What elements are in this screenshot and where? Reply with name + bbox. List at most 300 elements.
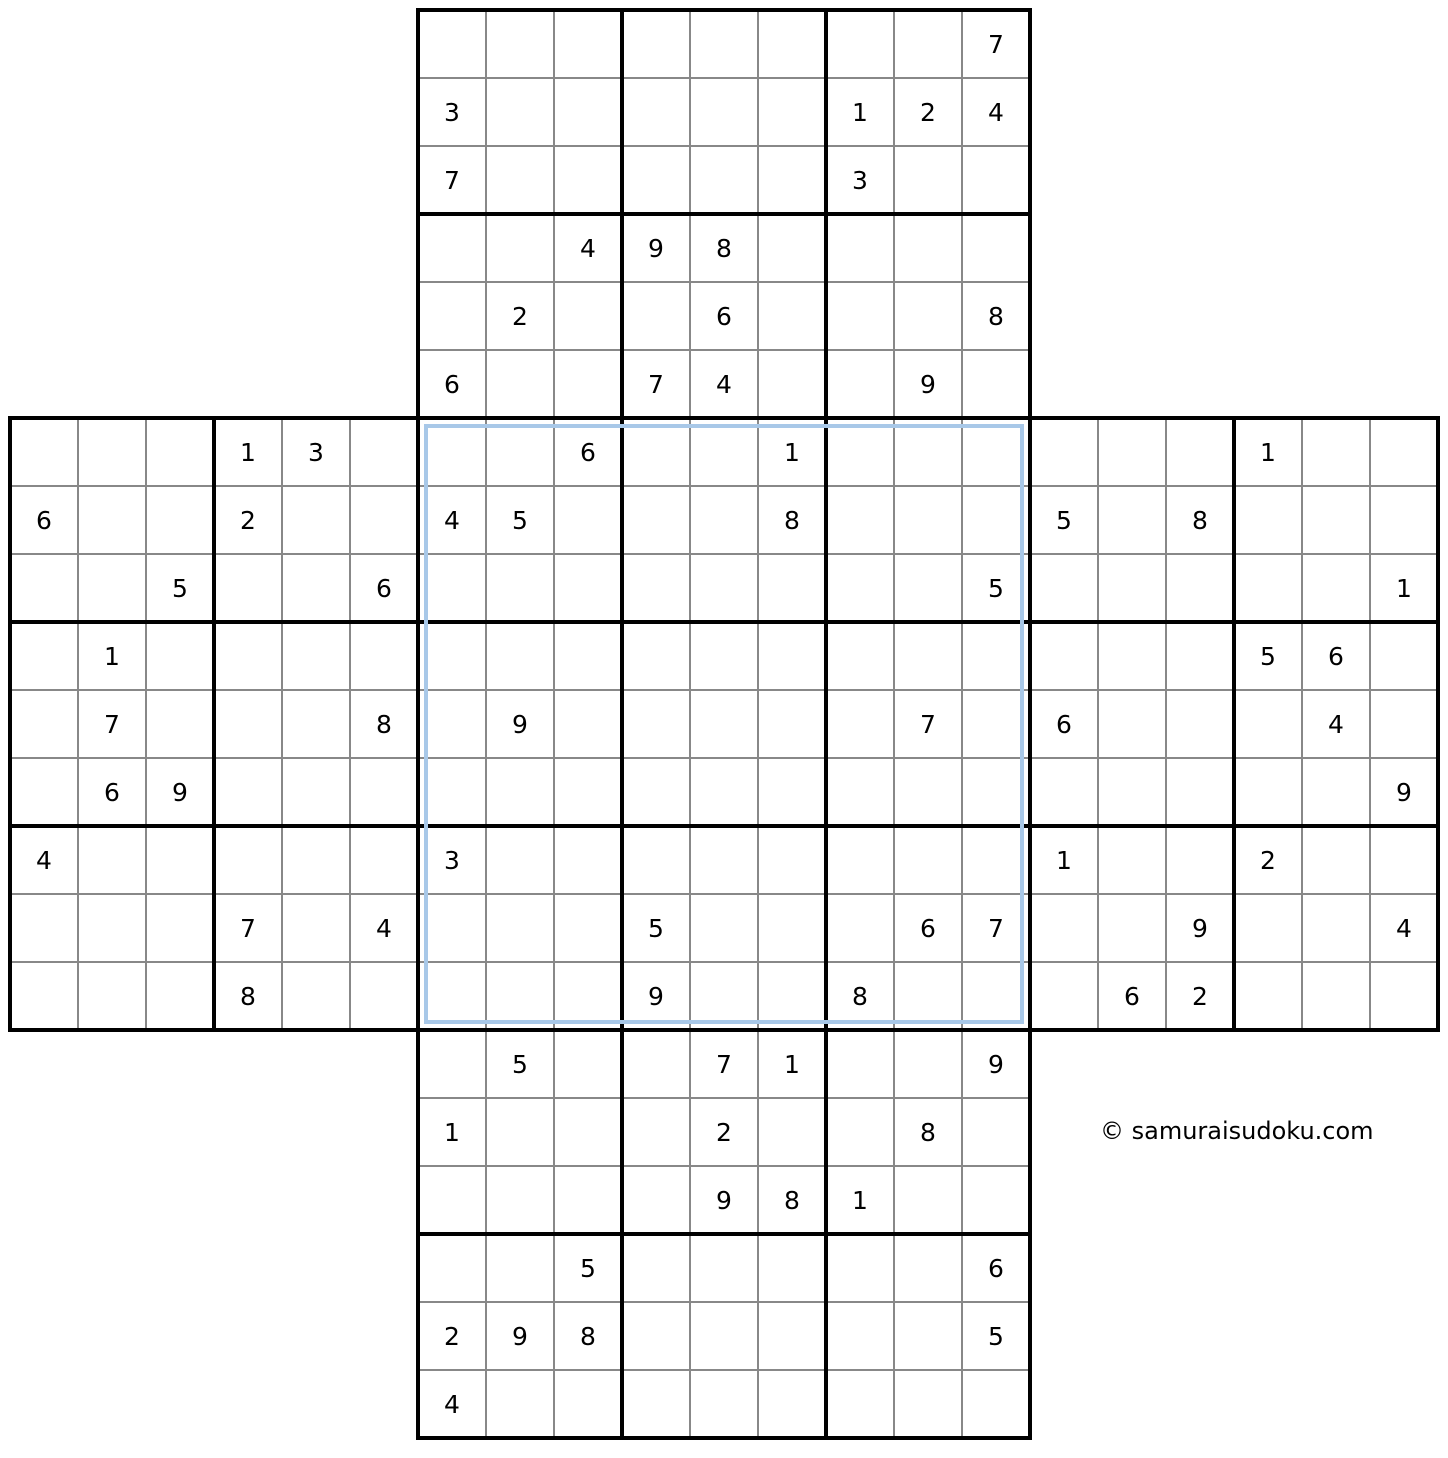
sudoku-cell[interactable] xyxy=(693,353,755,415)
cell-hit-area[interactable] xyxy=(625,489,687,551)
sudoku-cell[interactable] xyxy=(285,897,347,959)
sudoku-cell[interactable] xyxy=(625,1033,687,1095)
sudoku-cell[interactable] xyxy=(897,285,959,347)
sudoku-cell[interactable] xyxy=(557,693,619,755)
sudoku-cell[interactable] xyxy=(761,1101,823,1163)
cell-hit-area[interactable] xyxy=(1169,829,1231,891)
cell-hit-area[interactable] xyxy=(965,353,1027,415)
cell-hit-area[interactable] xyxy=(1373,829,1435,891)
sudoku-cell[interactable] xyxy=(557,897,619,959)
cell-hit-area[interactable] xyxy=(557,897,619,959)
sudoku-cell[interactable] xyxy=(285,489,347,551)
cell-hit-area[interactable] xyxy=(1169,557,1231,619)
sudoku-cell[interactable] xyxy=(557,625,619,687)
cell-hit-area[interactable] xyxy=(693,897,755,959)
cell-hit-area[interactable] xyxy=(625,829,687,891)
cell-hit-area[interactable] xyxy=(829,829,891,891)
cell-hit-area[interactable] xyxy=(421,625,483,687)
sudoku-cell[interactable] xyxy=(1169,897,1231,959)
sudoku-cell[interactable] xyxy=(1373,897,1435,959)
sudoku-cell[interactable] xyxy=(625,1373,687,1435)
cell-hit-area[interactable] xyxy=(761,761,823,823)
cell-hit-area[interactable] xyxy=(285,965,347,1027)
sudoku-cell[interactable] xyxy=(1373,761,1435,823)
sudoku-cell[interactable] xyxy=(829,285,891,347)
cell-hit-area[interactable] xyxy=(285,489,347,551)
sudoku-cell[interactable] xyxy=(421,81,483,143)
sudoku-cell[interactable] xyxy=(897,625,959,687)
cell-hit-area[interactable] xyxy=(1101,693,1163,755)
cell-hit-area[interactable] xyxy=(897,965,959,1027)
sudoku-cell[interactable] xyxy=(421,1169,483,1231)
sudoku-cell[interactable] xyxy=(625,285,687,347)
sudoku-cell[interactable] xyxy=(1033,897,1095,959)
sudoku-cell[interactable] xyxy=(1169,489,1231,551)
sudoku-cell[interactable] xyxy=(965,1305,1027,1367)
cell-hit-area[interactable] xyxy=(761,1373,823,1435)
sudoku-cell[interactable] xyxy=(557,149,619,211)
cell-hit-area[interactable] xyxy=(1101,557,1163,619)
sudoku-cell[interactable] xyxy=(897,353,959,415)
sudoku-cell[interactable] xyxy=(353,897,415,959)
sudoku-cell[interactable] xyxy=(965,421,1027,483)
cell-hit-area[interactable] xyxy=(489,897,551,959)
sudoku-cell[interactable] xyxy=(1033,625,1095,687)
cell-hit-area[interactable] xyxy=(625,761,687,823)
sudoku-cell[interactable] xyxy=(761,693,823,755)
cell-hit-area[interactable] xyxy=(1033,897,1095,959)
sudoku-cell[interactable] xyxy=(965,557,1027,619)
cell-hit-area[interactable] xyxy=(829,421,891,483)
sudoku-cell[interactable] xyxy=(217,829,279,891)
sudoku-cell[interactable] xyxy=(81,557,143,619)
sudoku-cell[interactable] xyxy=(693,1373,755,1435)
cell-hit-area[interactable] xyxy=(965,217,1027,279)
cell-hit-area[interactable] xyxy=(1305,897,1367,959)
sudoku-cell[interactable] xyxy=(285,557,347,619)
sudoku-cell[interactable] xyxy=(557,829,619,891)
sudoku-cell[interactable] xyxy=(149,625,211,687)
cell-hit-area[interactable] xyxy=(557,1373,619,1435)
sudoku-cell[interactable] xyxy=(1033,829,1095,891)
cell-hit-area[interactable] xyxy=(1237,693,1299,755)
sudoku-cell[interactable] xyxy=(1101,489,1163,551)
cell-hit-area[interactable] xyxy=(897,761,959,823)
sudoku-cell[interactable] xyxy=(761,81,823,143)
sudoku-cell[interactable] xyxy=(1237,693,1299,755)
sudoku-cell[interactable] xyxy=(761,13,823,75)
cell-hit-area[interactable] xyxy=(965,1169,1027,1231)
sudoku-cell[interactable] xyxy=(897,1373,959,1435)
sudoku-cell[interactable] xyxy=(625,489,687,551)
sudoku-cell[interactable] xyxy=(1373,625,1435,687)
cell-hit-area[interactable] xyxy=(1305,557,1367,619)
sudoku-cell[interactable] xyxy=(761,421,823,483)
sudoku-cell[interactable] xyxy=(625,625,687,687)
sudoku-cell[interactable] xyxy=(149,421,211,483)
cell-hit-area[interactable] xyxy=(557,761,619,823)
cell-hit-area[interactable] xyxy=(829,761,891,823)
cell-hit-area[interactable] xyxy=(897,285,959,347)
sudoku-cell[interactable] xyxy=(489,693,551,755)
sudoku-cell[interactable] xyxy=(829,1373,891,1435)
cell-hit-area[interactable] xyxy=(285,557,347,619)
sudoku-cell[interactable] xyxy=(557,285,619,347)
sudoku-cell[interactable] xyxy=(693,625,755,687)
sudoku-cell[interactable] xyxy=(965,1373,1027,1435)
sudoku-cell[interactable] xyxy=(81,489,143,551)
sudoku-cell[interactable] xyxy=(761,557,823,619)
cell-hit-area[interactable] xyxy=(489,761,551,823)
cell-hit-area[interactable] xyxy=(1305,761,1367,823)
sudoku-cell[interactable] xyxy=(625,1101,687,1163)
cell-hit-area[interactable] xyxy=(489,557,551,619)
cell-hit-area[interactable] xyxy=(1305,489,1367,551)
sudoku-cell[interactable] xyxy=(13,693,75,755)
sudoku-cell[interactable] xyxy=(421,353,483,415)
cell-hit-area[interactable] xyxy=(353,761,415,823)
cell-hit-area[interactable] xyxy=(625,13,687,75)
sudoku-cell[interactable] xyxy=(1237,625,1299,687)
sudoku-cell[interactable] xyxy=(693,829,755,891)
sudoku-cell[interactable] xyxy=(1305,421,1367,483)
sudoku-cell[interactable] xyxy=(1033,761,1095,823)
cell-hit-area[interactable] xyxy=(557,693,619,755)
sudoku-cell[interactable] xyxy=(693,489,755,551)
cell-hit-area[interactable] xyxy=(761,285,823,347)
cell-hit-area[interactable] xyxy=(1169,761,1231,823)
sudoku-cell[interactable] xyxy=(489,1373,551,1435)
sudoku-cell[interactable] xyxy=(1033,693,1095,755)
sudoku-cell[interactable] xyxy=(421,285,483,347)
cell-hit-area[interactable] xyxy=(81,557,143,619)
cell-hit-area[interactable] xyxy=(965,965,1027,1027)
sudoku-cell[interactable] xyxy=(489,217,551,279)
sudoku-cell[interactable] xyxy=(625,897,687,959)
sudoku-cell[interactable] xyxy=(965,149,1027,211)
sudoku-cell[interactable] xyxy=(761,1169,823,1231)
cell-hit-area[interactable] xyxy=(829,625,891,687)
cell-hit-area[interactable] xyxy=(1373,421,1435,483)
cell-hit-area[interactable] xyxy=(489,1237,551,1299)
sudoku-cell[interactable] xyxy=(897,149,959,211)
sudoku-cell[interactable] xyxy=(1237,897,1299,959)
cell-hit-area[interactable] xyxy=(557,149,619,211)
cell-hit-area[interactable] xyxy=(829,1101,891,1163)
sudoku-cell[interactable] xyxy=(421,489,483,551)
cell-hit-area[interactable] xyxy=(81,897,143,959)
cell-hit-area[interactable] xyxy=(693,761,755,823)
sudoku-cell[interactable] xyxy=(1101,625,1163,687)
sudoku-cell[interactable] xyxy=(693,557,755,619)
sudoku-cell[interactable] xyxy=(217,897,279,959)
sudoku-cell[interactable] xyxy=(829,557,891,619)
sudoku-cell[interactable] xyxy=(13,489,75,551)
cell-hit-area[interactable] xyxy=(421,285,483,347)
cell-hit-area[interactable] xyxy=(693,557,755,619)
sudoku-cell[interactable] xyxy=(489,965,551,1027)
sudoku-cell[interactable] xyxy=(353,421,415,483)
cell-hit-area[interactable] xyxy=(149,829,211,891)
sudoku-cell[interactable] xyxy=(1101,897,1163,959)
cell-hit-area[interactable] xyxy=(829,13,891,75)
sudoku-cell[interactable] xyxy=(557,81,619,143)
sudoku-cell[interactable] xyxy=(829,81,891,143)
cell-hit-area[interactable] xyxy=(693,625,755,687)
sudoku-cells[interactable] xyxy=(13,13,1435,1435)
sudoku-cell[interactable] xyxy=(421,761,483,823)
sudoku-cell[interactable] xyxy=(557,557,619,619)
sudoku-cell[interactable] xyxy=(761,1237,823,1299)
cell-hit-area[interactable] xyxy=(761,217,823,279)
cell-hit-area[interactable] xyxy=(625,1237,687,1299)
cell-hit-area[interactable] xyxy=(1169,421,1231,483)
sudoku-cell[interactable] xyxy=(761,897,823,959)
sudoku-cell[interactable] xyxy=(625,829,687,891)
sudoku-cell[interactable] xyxy=(965,693,1027,755)
cell-hit-area[interactable] xyxy=(1033,625,1095,687)
sudoku-cell[interactable] xyxy=(557,353,619,415)
sudoku-cell[interactable] xyxy=(693,13,755,75)
cell-hit-area[interactable] xyxy=(13,897,75,959)
sudoku-cell[interactable] xyxy=(693,1237,755,1299)
sudoku-cell[interactable] xyxy=(625,149,687,211)
sudoku-cell[interactable] xyxy=(965,965,1027,1027)
cell-hit-area[interactable] xyxy=(897,557,959,619)
sudoku-cell[interactable] xyxy=(761,761,823,823)
sudoku-cell[interactable] xyxy=(1237,557,1299,619)
sudoku-cell[interactable] xyxy=(1033,421,1095,483)
cell-hit-area[interactable] xyxy=(761,693,823,755)
sudoku-cell[interactable] xyxy=(1033,557,1095,619)
sudoku-cell[interactable] xyxy=(1373,693,1435,755)
sudoku-cell[interactable] xyxy=(489,1169,551,1231)
cell-hit-area[interactable] xyxy=(1101,489,1163,551)
cell-hit-area[interactable] xyxy=(557,965,619,1027)
sudoku-cell[interactable] xyxy=(557,1237,619,1299)
sudoku-cell[interactable] xyxy=(897,693,959,755)
cell-hit-area[interactable] xyxy=(421,897,483,959)
cell-hit-area[interactable] xyxy=(13,965,75,1027)
sudoku-cell[interactable] xyxy=(897,829,959,891)
cell-hit-area[interactable] xyxy=(693,829,755,891)
sudoku-cell[interactable] xyxy=(1169,761,1231,823)
sudoku-cell[interactable] xyxy=(761,625,823,687)
sudoku-cell[interactable] xyxy=(897,421,959,483)
cell-hit-area[interactable] xyxy=(149,897,211,959)
sudoku-cell[interactable] xyxy=(625,217,687,279)
sudoku-cell[interactable] xyxy=(489,13,551,75)
sudoku-cell[interactable] xyxy=(557,217,619,279)
sudoku-cell[interactable] xyxy=(897,1033,959,1095)
sudoku-cell[interactable] xyxy=(1237,761,1299,823)
sudoku-cell[interactable] xyxy=(149,761,211,823)
sudoku-cell[interactable] xyxy=(1101,965,1163,1027)
sudoku-cell[interactable] xyxy=(149,965,211,1027)
sudoku-cell[interactable] xyxy=(965,217,1027,279)
sudoku-cell[interactable] xyxy=(625,353,687,415)
cell-hit-area[interactable] xyxy=(897,217,959,279)
sudoku-cell[interactable] xyxy=(965,1033,1027,1095)
sudoku-cell[interactable] xyxy=(625,557,687,619)
sudoku-cell[interactable] xyxy=(897,1169,959,1231)
sudoku-cell[interactable] xyxy=(557,1101,619,1163)
cell-hit-area[interactable] xyxy=(1373,693,1435,755)
sudoku-cell[interactable] xyxy=(965,897,1027,959)
sudoku-cell[interactable] xyxy=(81,761,143,823)
sudoku-cell[interactable] xyxy=(489,1033,551,1095)
sudoku-cell[interactable] xyxy=(693,965,755,1027)
sudoku-cell[interactable] xyxy=(421,965,483,1027)
cell-hit-area[interactable] xyxy=(13,421,75,483)
sudoku-cell[interactable] xyxy=(761,1033,823,1095)
cell-hit-area[interactable] xyxy=(965,693,1027,755)
sudoku-cell[interactable] xyxy=(1305,557,1367,619)
sudoku-cell[interactable] xyxy=(829,1101,891,1163)
sudoku-cell[interactable] xyxy=(897,1237,959,1299)
sudoku-cell[interactable] xyxy=(1373,965,1435,1027)
cell-hit-area[interactable] xyxy=(693,1237,755,1299)
sudoku-cell[interactable] xyxy=(353,557,415,619)
cell-hit-area[interactable] xyxy=(285,625,347,687)
sudoku-cell[interactable] xyxy=(1305,693,1367,755)
cell-hit-area[interactable] xyxy=(625,693,687,755)
sudoku-cell[interactable] xyxy=(557,421,619,483)
cell-hit-area[interactable] xyxy=(557,489,619,551)
cell-hit-area[interactable] xyxy=(693,1305,755,1367)
sudoku-cell[interactable] xyxy=(1305,965,1367,1027)
sudoku-cell[interactable] xyxy=(421,421,483,483)
cell-hit-area[interactable] xyxy=(829,693,891,755)
sudoku-cell[interactable] xyxy=(353,625,415,687)
sudoku-cell[interactable] xyxy=(625,965,687,1027)
cell-hit-area[interactable] xyxy=(557,285,619,347)
sudoku-cell[interactable] xyxy=(353,489,415,551)
sudoku-cell[interactable] xyxy=(13,421,75,483)
sudoku-cell[interactable] xyxy=(557,489,619,551)
sudoku-cell[interactable] xyxy=(489,897,551,959)
cell-hit-area[interactable] xyxy=(693,149,755,211)
cell-hit-area[interactable] xyxy=(761,149,823,211)
sudoku-cell[interactable] xyxy=(965,489,1027,551)
cell-hit-area[interactable] xyxy=(897,1305,959,1367)
sudoku-cell[interactable] xyxy=(149,693,211,755)
sudoku-cell[interactable] xyxy=(81,829,143,891)
cell-hit-area[interactable] xyxy=(625,421,687,483)
sudoku-cell[interactable] xyxy=(81,897,143,959)
cell-hit-area[interactable] xyxy=(761,829,823,891)
cell-hit-area[interactable] xyxy=(489,217,551,279)
cell-hit-area[interactable] xyxy=(149,693,211,755)
sudoku-cell[interactable] xyxy=(81,625,143,687)
sudoku-cell[interactable] xyxy=(897,81,959,143)
cell-hit-area[interactable] xyxy=(81,829,143,891)
sudoku-cell[interactable] xyxy=(761,217,823,279)
sudoku-cell[interactable] xyxy=(761,489,823,551)
cell-hit-area[interactable] xyxy=(149,965,211,1027)
sudoku-cell[interactable] xyxy=(13,557,75,619)
sudoku-cell[interactable] xyxy=(897,761,959,823)
sudoku-cell[interactable] xyxy=(421,1101,483,1163)
sudoku-cell[interactable] xyxy=(217,965,279,1027)
cell-hit-area[interactable] xyxy=(965,829,1027,891)
cell-hit-area[interactable] xyxy=(625,625,687,687)
cell-hit-area[interactable] xyxy=(421,421,483,483)
cell-hit-area[interactable] xyxy=(897,1237,959,1299)
cell-hit-area[interactable] xyxy=(761,1305,823,1367)
sudoku-cell[interactable] xyxy=(965,353,1027,415)
sudoku-cell[interactable] xyxy=(829,1033,891,1095)
sudoku-cell[interactable] xyxy=(693,1169,755,1231)
sudoku-cell[interactable] xyxy=(1237,489,1299,551)
cell-hit-area[interactable] xyxy=(829,353,891,415)
cell-hit-area[interactable] xyxy=(897,149,959,211)
sudoku-cell[interactable] xyxy=(829,13,891,75)
sudoku-cell[interactable] xyxy=(1101,693,1163,755)
sudoku-cell[interactable] xyxy=(829,761,891,823)
sudoku-cell[interactable] xyxy=(693,217,755,279)
sudoku-cell[interactable] xyxy=(149,897,211,959)
cell-hit-area[interactable] xyxy=(81,965,143,1027)
cell-hit-area[interactable] xyxy=(489,829,551,891)
sudoku-cell[interactable] xyxy=(557,13,619,75)
cell-hit-area[interactable] xyxy=(557,13,619,75)
sudoku-cell[interactable] xyxy=(217,489,279,551)
cell-hit-area[interactable] xyxy=(693,1373,755,1435)
cell-hit-area[interactable] xyxy=(897,489,959,551)
sudoku-cell[interactable] xyxy=(1305,625,1367,687)
sudoku-cell[interactable] xyxy=(13,965,75,1027)
cell-hit-area[interactable] xyxy=(829,1305,891,1367)
sudoku-cell[interactable] xyxy=(761,353,823,415)
cell-hit-area[interactable] xyxy=(489,1373,551,1435)
sudoku-cell[interactable] xyxy=(13,625,75,687)
sudoku-cell[interactable] xyxy=(217,421,279,483)
cell-hit-area[interactable] xyxy=(897,829,959,891)
sudoku-cell[interactable] xyxy=(489,149,551,211)
sudoku-cell[interactable] xyxy=(421,693,483,755)
sudoku-cell[interactable] xyxy=(421,625,483,687)
cell-hit-area[interactable] xyxy=(1033,421,1095,483)
cell-hit-area[interactable] xyxy=(625,149,687,211)
sudoku-cell[interactable] xyxy=(285,761,347,823)
cell-hit-area[interactable] xyxy=(557,625,619,687)
sudoku-cell[interactable] xyxy=(829,1305,891,1367)
cell-hit-area[interactable] xyxy=(693,81,755,143)
cell-hit-area[interactable] xyxy=(557,557,619,619)
sudoku-cell[interactable] xyxy=(1101,761,1163,823)
cell-hit-area[interactable] xyxy=(489,1169,551,1231)
sudoku-cell[interactable] xyxy=(489,353,551,415)
cell-hit-area[interactable] xyxy=(1237,489,1299,551)
cell-hit-area[interactable] xyxy=(353,829,415,891)
cell-hit-area[interactable] xyxy=(353,489,415,551)
sudoku-cell[interactable] xyxy=(829,829,891,891)
cell-hit-area[interactable] xyxy=(421,761,483,823)
sudoku-cell[interactable] xyxy=(285,829,347,891)
cell-hit-area[interactable] xyxy=(1033,761,1095,823)
sudoku-cell[interactable] xyxy=(557,1373,619,1435)
sudoku-cell[interactable] xyxy=(421,217,483,279)
sudoku-cell[interactable] xyxy=(1169,965,1231,1027)
cell-hit-area[interactable] xyxy=(13,625,75,687)
cell-hit-area[interactable] xyxy=(285,897,347,959)
sudoku-cell[interactable] xyxy=(1169,693,1231,755)
sudoku-cell[interactable] xyxy=(81,693,143,755)
cell-hit-area[interactable] xyxy=(489,965,551,1027)
cell-hit-area[interactable] xyxy=(489,625,551,687)
cell-hit-area[interactable] xyxy=(217,761,279,823)
